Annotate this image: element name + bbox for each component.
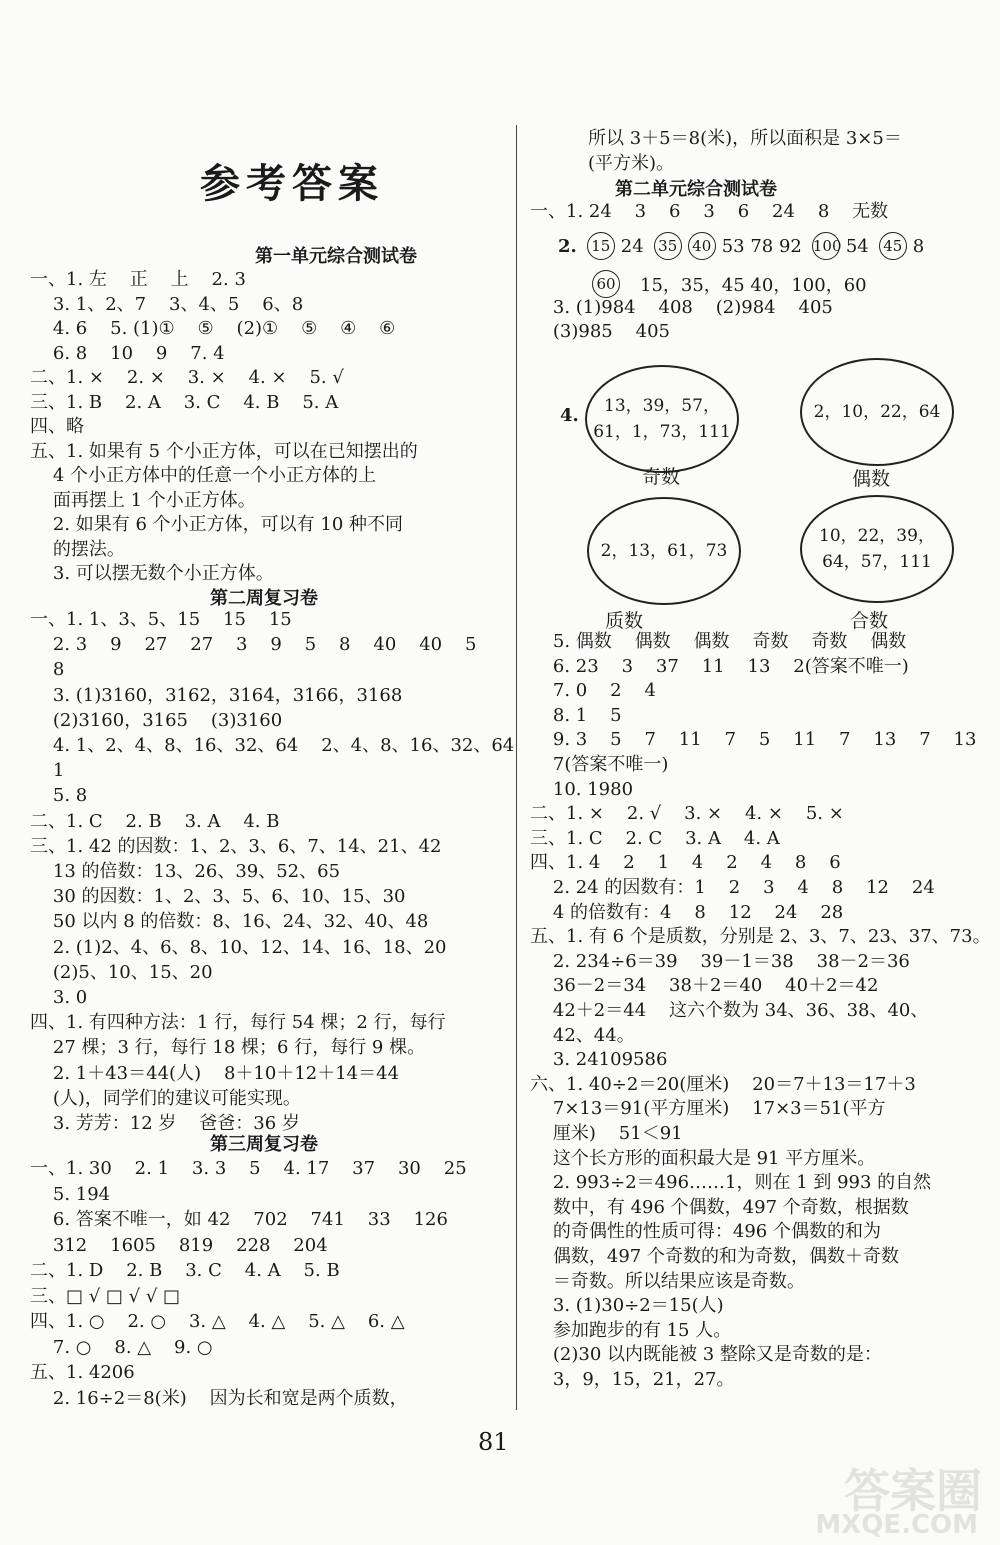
answer-line: (2)5、10、15、20 (30, 961, 213, 983)
odd-numbers-oval: 13，39，57， 61，1，73，111 (585, 365, 739, 473)
section-title-unit1: 第一单元综合测试卷 (255, 246, 417, 267)
answer-line: 一、1. 左 正 上 2. 3 (30, 269, 246, 290)
answer-line: 8. 1 5 (530, 704, 622, 726)
answer-line: 2. 如果有 6 个小正方体，可以有 10 种不同 (30, 514, 404, 535)
answer-line: 3. 芳芳：12 岁 爸爸：36 岁 (30, 1113, 300, 1134)
answer-line: 13 的倍数：13、26、39、52、65 (30, 861, 341, 882)
answer-line: 面再摆上 1 个小正方体。 (30, 489, 256, 511)
answer-line: (3)985 405 (530, 321, 670, 342)
answer-line: 8 (30, 659, 65, 681)
answer-line: 三、□ √ □ √ √ □ (30, 1285, 181, 1307)
circled-number: 40 (688, 232, 716, 260)
answer-line: ＝奇数。所以结果应该是奇数。 (530, 1270, 805, 1292)
section-title-week3: 第三周复习卷 (210, 1134, 318, 1155)
number-text: 24 (620, 235, 644, 257)
answer-line: 5. 8 (30, 785, 88, 807)
watermark-logo: 答案圈 (844, 1464, 982, 1518)
prime-numbers-oval: 2，13，61，73 (587, 497, 741, 605)
page-number: 81 (478, 1428, 509, 1456)
answer-line: 4. 6 5. (1)① ⑤ (2)① ⑤ ④ ⑥ (30, 318, 396, 339)
answer-line: 2. 993÷2＝496……1，则在 1 到 993 的自然 (530, 1172, 932, 1194)
answer-line: 的奇偶性的性质可得：496 个偶数的和为 (530, 1221, 881, 1243)
answer-line: 4 的倍数有：4 8 12 24 28 (530, 901, 844, 923)
unit2-q2-row1 (558, 232, 934, 260)
answer-line: 5. 偶数 偶数 偶数 奇数 奇数 偶数 (530, 631, 907, 652)
answer-line: 三、1. 42 的因数：1、2、3、6、7、14、21、42 (30, 835, 442, 857)
answer-line: 3. (1)984 408 (2)984 405 (530, 297, 833, 318)
answer-line: 50 以内 8 的倍数：8、16、24、32、40、48 (30, 911, 429, 933)
page-title: 参考答案 (200, 161, 384, 207)
composite-numbers-label: 合数 (850, 610, 889, 632)
answer-line: 3. (1)3160，3162，3164，3166，3168 (30, 684, 403, 706)
answer-line: (2)30 以内既能被 3 整除又是奇数的是： (530, 1344, 882, 1366)
even-numbers-oval: 2，10，22，64 (800, 358, 954, 466)
circled-number: 35 (654, 232, 682, 260)
even-numbers-label: 偶数 (852, 468, 891, 490)
answer-line: 30 的因数：1、2、3、5、6、10、15、30 (30, 886, 406, 908)
answer-line: 二、1. D 2. B 3. C 4. A 5. B (30, 1260, 340, 1281)
answer-line: 的摆法。 (30, 538, 125, 560)
odd-numbers-label: 奇数 (642, 466, 681, 488)
answer-line: 参加跑步的有 15 人。 (530, 1319, 732, 1341)
answer-line: 7(答案不唯一) (530, 754, 669, 775)
number-text: 53 78 92 (721, 235, 802, 257)
circled-number: 100 (812, 232, 840, 260)
composite-numbers-oval: 10，22，39， 64，57，111 (800, 495, 954, 603)
answer-line: 数中，有 496 个偶数，497 个奇数，根据数 (530, 1196, 909, 1218)
answer-line: 4. 1、2、4、8、16、32、64 2、4、8、16、32、64 (30, 735, 515, 756)
prime-numbers-label: 质数 (605, 610, 644, 632)
answer-line: (2)3160，3165 (3)3160 (30, 709, 283, 731)
answer-line: 7. ○ 8. △ 9. ○ (30, 1336, 213, 1358)
answer-line: 四、略 (30, 416, 84, 437)
answer-line: 4 个小正方体中的任意一个小正方体的上 (30, 465, 377, 486)
number-text: 15，35，45 40，100，60 (640, 275, 867, 296)
answer-line: 2. 234÷6＝39 39－1＝38 38－2＝36 (530, 950, 910, 972)
answer-line: 2. 16÷2＝8(米) 因为长和宽是两个质数， (30, 1387, 408, 1409)
answer-line: 9. 3 5 7 11 7 5 11 7 13 7 13 (530, 729, 977, 751)
answer-line: 五、1. 4206 (30, 1362, 135, 1383)
unit2-q2-row2 (558, 270, 877, 298)
answer-line: 三、1. C 2. C 3. A 4. A (530, 827, 780, 849)
answer-line: 偶数，497 个奇数的和为奇数，偶数＋奇数 (530, 1246, 899, 1267)
answer-line: 所以 3＋5＝8(米)，所以面积是 3×5＝ (588, 128, 902, 149)
answer-line: 一、1. 30 2. 1 3. 3 5 4. 17 37 30 25 (30, 1158, 467, 1179)
q2-label: 2. (558, 235, 577, 257)
answer-line: 5. 194 (30, 1183, 111, 1205)
column-divider (516, 125, 517, 1410)
answer-line: 三、1. B 2. A 3. C 4. B 5. A (30, 391, 339, 413)
answer-line: 六、1. 40÷2＝20(厘米) 20＝7＋13＝17＋3 (530, 1073, 916, 1095)
answer-line: 3. (1)30÷2＝15(人) (530, 1295, 724, 1317)
answer-line: 3. 1、2、7 3、4、5 6、8 (30, 293, 304, 315)
answer-line: 42＋2＝44 这六个数为 34、36、38、40、 (530, 1000, 929, 1021)
q4-label: 4. (560, 405, 579, 426)
answer-line: 36－2＝34 38＋2＝40 40＋2＝42 (530, 975, 879, 997)
answer-line: 二、1. × 2. × 3. × 4. × 5. √ (30, 367, 344, 388)
answer-line: 7. 0 2 4 (530, 680, 656, 702)
circled-number: 15 (587, 232, 615, 260)
answer-line: 四、1. 4 2 1 4 2 4 8 6 (530, 852, 841, 874)
answer-line: 42、44。 (530, 1024, 635, 1046)
circled-number: 45 (879, 232, 907, 260)
answer-line: 五、1. 有 6 个是质数，分别是 2、3、7、23、37、73。 (530, 926, 991, 948)
answer-line: 3. 24109586 (530, 1049, 668, 1071)
section-title-week2: 第二周复习卷 (210, 588, 318, 609)
answer-line: 厘米) 51＜91 (530, 1123, 683, 1144)
answer-line: (平方米)。 (588, 153, 675, 174)
answer-line: 3. 可以摆无数个小正方体。 (30, 563, 274, 584)
circled-number: 60 (592, 270, 620, 298)
watermark-url: MXQE.COM (815, 1510, 978, 1540)
answer-line: 2. (1)2、4、6、8、10、12、14、16、18、20 (30, 936, 447, 958)
answer-line: 二、1. × 2. √ 3. × 4. × 5. × (530, 803, 844, 825)
answer-line: (人)，同学们的建议可能实现。 (30, 1087, 301, 1109)
answer-line: 四、1. 有四种方法：1 行，每行 54 棵；2 行，每行 (30, 1012, 446, 1034)
answer-line: 五、1. 如果有 5 个小正方体，可以在已知摆出的 (30, 440, 418, 462)
answer-line: 6. 8 10 9 7. 4 (30, 342, 225, 364)
answer-line: 二、1. C 2. B 3. A 4. B (30, 810, 280, 832)
answer-line: 312 1605 819 228 204 (30, 1234, 328, 1256)
number-text: 54 (845, 235, 869, 257)
answer-line: 一、1. 1、3、5、15 15 15 (30, 609, 292, 630)
answer-line: 2. 3 9 27 27 3 9 5 8 40 40 5 (30, 634, 477, 656)
answer-line: 7×13＝91(平方厘米) 17×3＝51(平方 (530, 1098, 886, 1120)
answer-line: 27 棵；3 行，每行 18 棵；6 行，每行 9 棵。 (30, 1037, 426, 1059)
answer-line: 6. 23 3 37 11 13 2(答案不唯一) (530, 655, 909, 677)
answer-line: 一、1. 24 3 6 3 6 24 8 无数 (530, 201, 889, 222)
answer-line: 3，9，15，21，27。 (530, 1369, 735, 1390)
answer-line: 四、1. ○ 2. ○ 3. △ 4. △ 5. △ 6. △ (30, 1311, 405, 1332)
number-text: 8 (912, 235, 925, 257)
answer-line: 3. 0 (30, 987, 88, 1008)
answer-line: 2. 24 的因数有：1 2 3 4 8 12 24 (530, 877, 935, 898)
section-title-unit2: 第二单元综合测试卷 (615, 179, 777, 200)
answer-line: 10. 1980 (530, 778, 634, 800)
answer-line: 6. 答案不唯一，如 42 702 741 33 126 (30, 1209, 448, 1230)
answer-line: 这个长方形的面积最大是 91 平方厘米。 (530, 1147, 876, 1169)
answer-line: 2. 1＋43＝44(人) 8＋10＋12＋14＝44 (30, 1062, 400, 1084)
answer-line: 1 (30, 760, 65, 782)
